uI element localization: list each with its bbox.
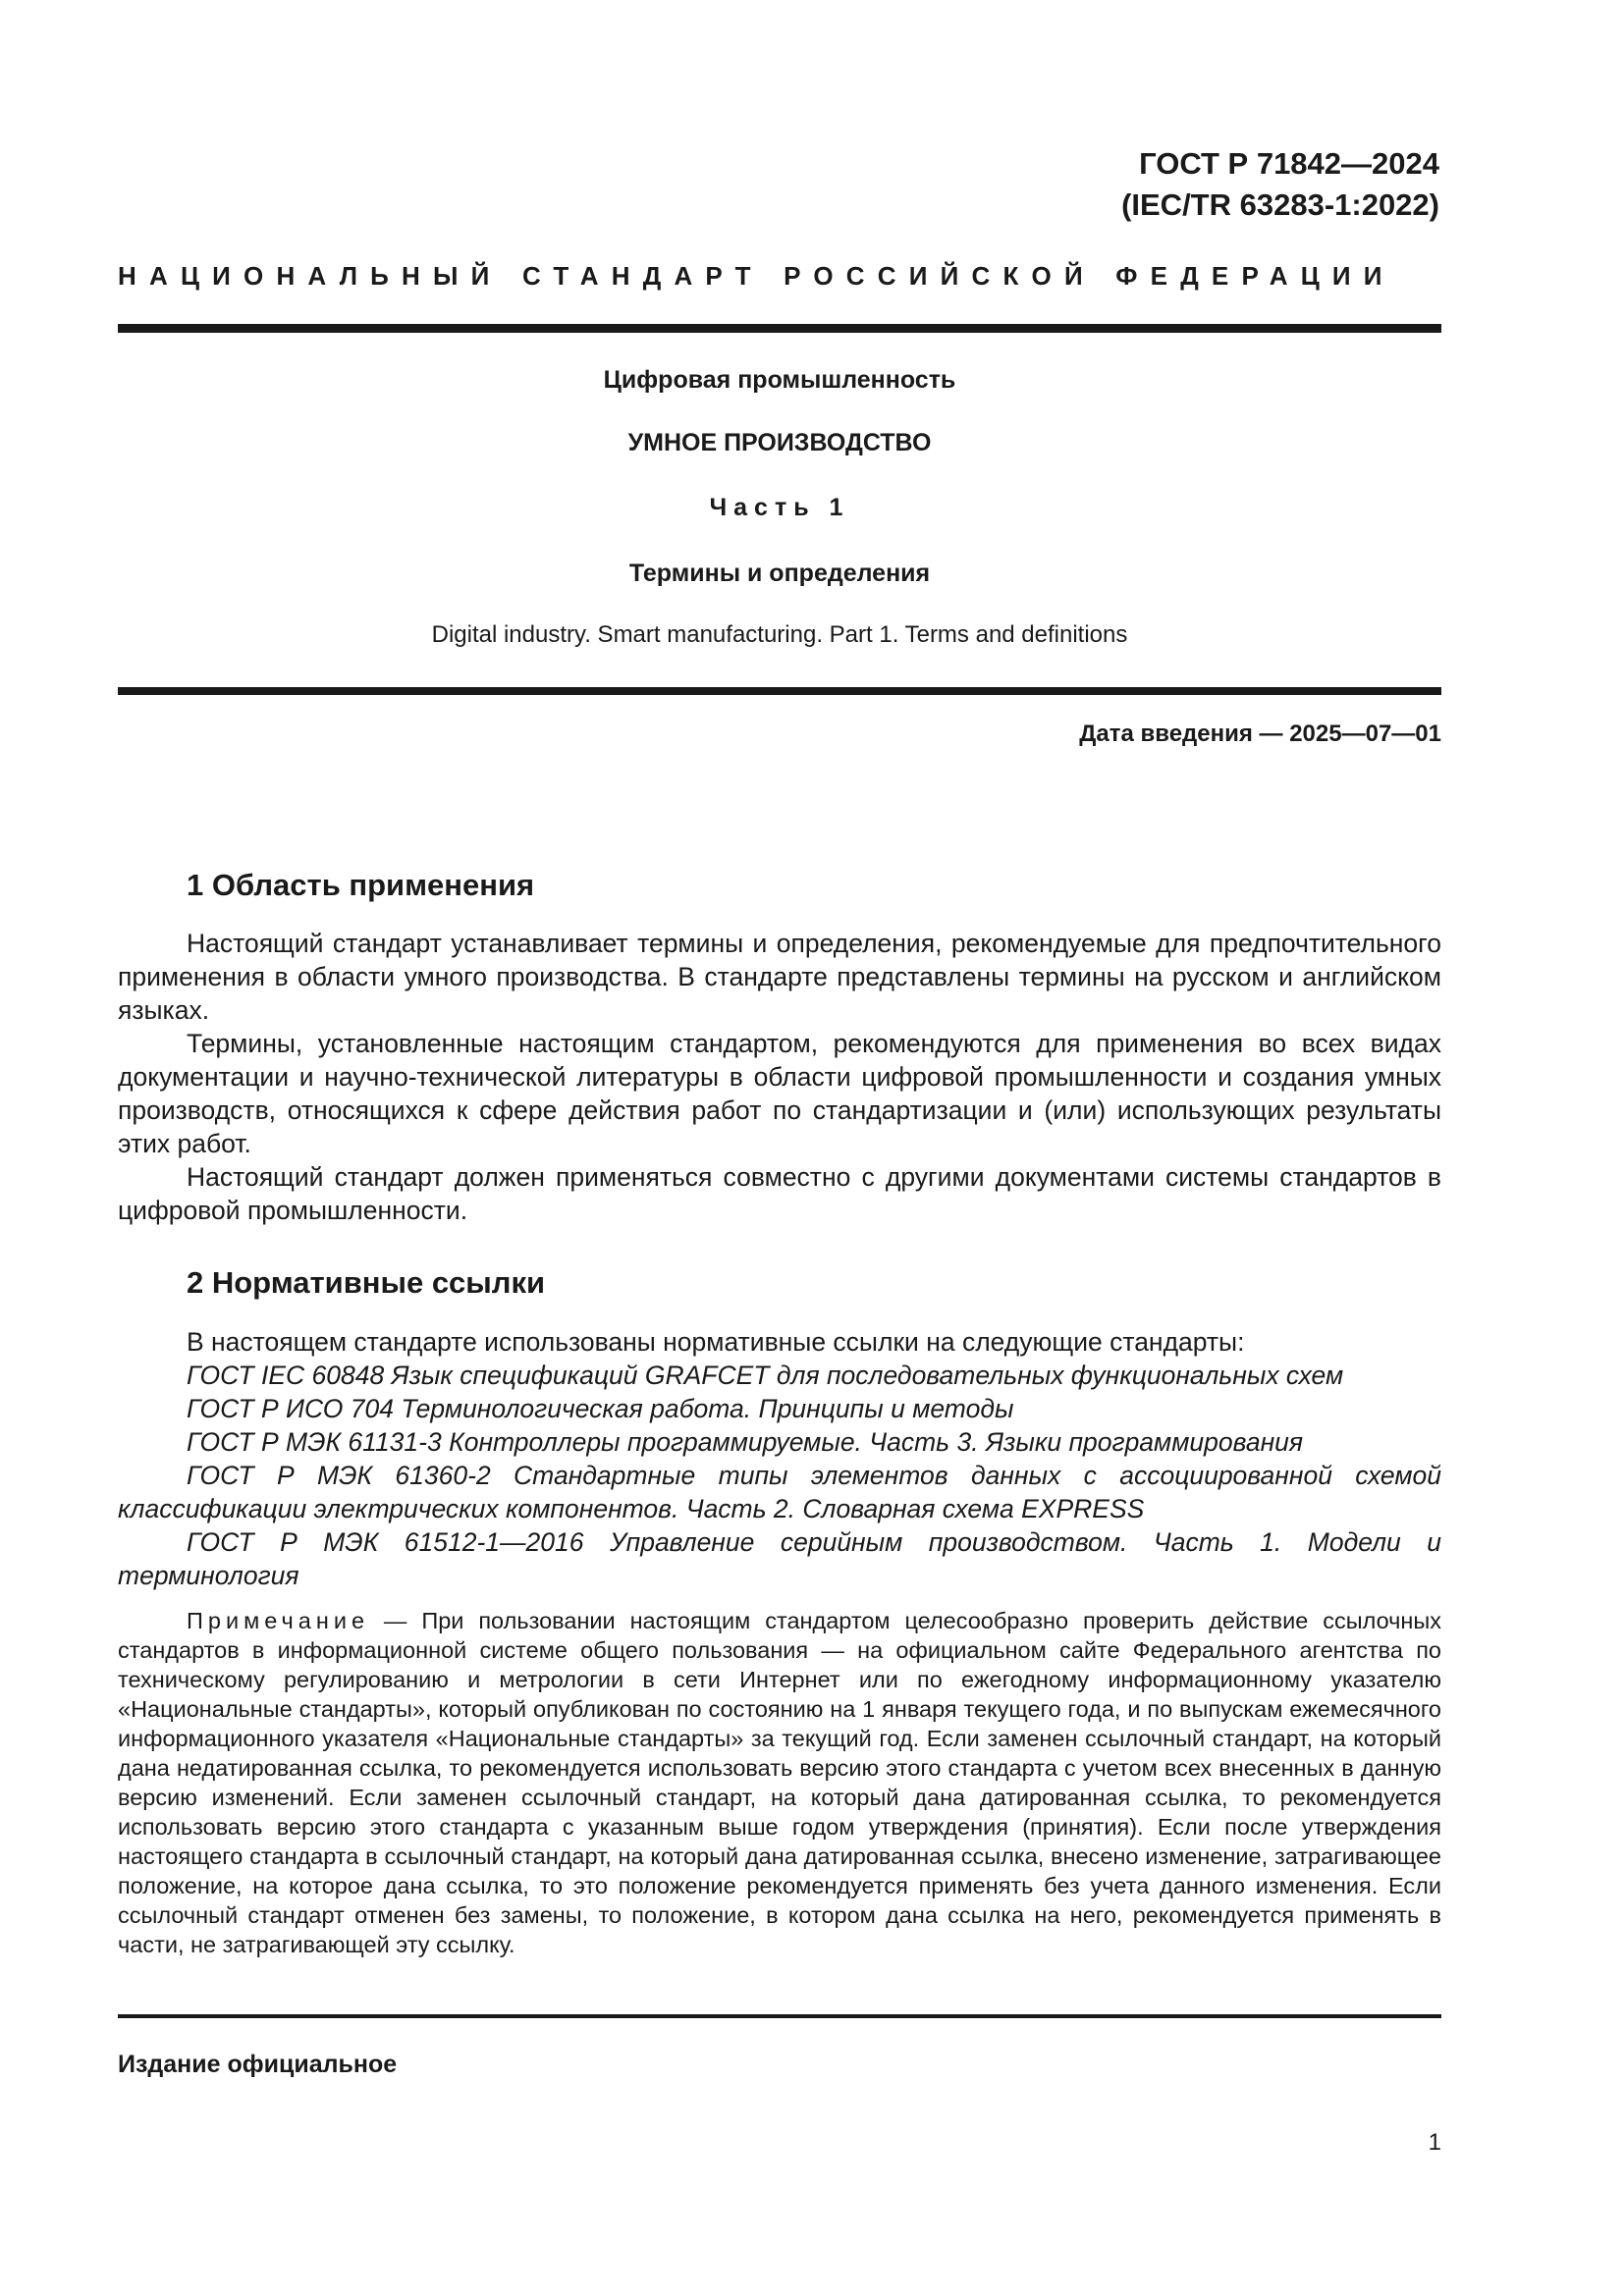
note-text: — При пользовании настоящим стандартом целесообразно проверить действие ссылочных стандартов в информационной системе общего пользования — на официальном сайте Федерального агентства по техническому регулированию и метрологии в сети Интернет или по ежегодному информационному указателю «Национальные стандарты», который опубликован по состоянию на 1 января текущего года, и по выпускам ежемесячного информационного указателя «Национальные стандарты» за текущий год. Если заменен ссылочный стандарт, на который дана недатированная ссылка, то рекомендуется использовать версию этого стандарта с учетом всех внесенных в данную версию изменений. Если заменен ссылочный стандарт, на который дана датированная ссылка, то рекомендуется использовать версию этого стандарта с указанным выше годом утверждения (принятия). Если после утверждения настоящего стандарта в ссылочный стандарт, на который дана датированная ссылка, внесено изменение, затрагивающее положение, на которое дана ссылка, то это положение рекомендуется применять без учета данного изменения. Если ссылочный стандарт отменен без замены, то положение, в котором дана ссылка на него, рекомендуется применять в части, не затрагивающей эту ссылку. [118,1608,1441,1957]
reference-item: ГОСТ IEC 60848 Язык спецификаций GRAFCET для последовательных функциональных схем [187,1361,1344,1390]
standard-code-iec: (IEC/TR 63283-1:2022) [1121,187,1439,222]
national-standard-banner: НАЦИОНАЛЬНЫЙ СТАНДАРТ РОССИЙСКОЙ ФЕДЕРАЦИИ [118,261,1395,291]
reference-item: ГОСТ Р ИСО 704 Терминологическая работа. Принципы и методы [187,1394,1014,1423]
section-1-paragraph: Настоящий стандарт должен применяться совместно с другими документами системы стандартов в цифровой промышленности. [118,1162,1441,1225]
section-1-heading: 1 Область применения [187,868,535,902]
title-part: Часть 1 [709,494,850,521]
reference-item: ГОСТ Р МЭК 61512-1—2016 Управление серийным производством. Часть 1. Модели и терминология [118,1527,1441,1590]
introduction-date: Дата введения — 2025—07—01 [1079,721,1441,747]
title-line-1: Цифровая промышленность [603,366,956,394]
note-block [118,1606,1441,1959]
title-line-2: УМНОЕ ПРОИЗВОДСТВО [627,429,932,456]
section-2-heading: 2 Нормативные ссылки [187,1265,546,1300]
title-english: Digital industry. Smart manufacturing. Part 1. Terms and definitions [431,621,1128,648]
reference-item: ГОСТ Р МЭК 61360-2 Стандартные типы элементов данных с ассоциированной схемой классификации электрических компонентов. Часть 2. Словарная схема EXPRESS [118,1461,1441,1523]
reference-item: ГОСТ Р МЭК 61131-3 Контроллеры программируемые. Часть 3. Языки программирования [187,1427,1304,1457]
section-1-paragraph: Настоящий стандарт устанавливает термины и определения, рекомендуемые для предпочтительного применения в области умного производства. В стандарте представлены термины на русском и английском языках. [118,929,1441,1025]
section-1-body [118,927,1441,1227]
title-bottom-rule [118,687,1441,695]
section-2-body [118,1325,1441,1592]
note-paragraph [118,1606,1441,1959]
title-line-4: Термины и определения [628,560,931,587]
page-number: 1 [1428,2129,1441,2156]
references-intro: В настоящем стандарте использованы нормативные ссылки на следующие стандарты: [187,1327,1245,1357]
note-label: Примечание [187,1608,370,1633]
footer-rule [118,2014,1441,2018]
official-edition-label: Издание официальное [118,2051,398,2078]
section-1-paragraph: Термины, установленные настоящим стандартом, рекомендуются для применения во всех видах документации и научно-технической литературы в области цифровой промышленности и создания умных производств, относящихся к сфере действия работ по стандартизации и (или) использующих результаты этих работ. [118,1029,1441,1158]
standard-code: ГОСТ Р 71842—2024 [1139,146,1439,181]
top-rule [118,324,1441,333]
